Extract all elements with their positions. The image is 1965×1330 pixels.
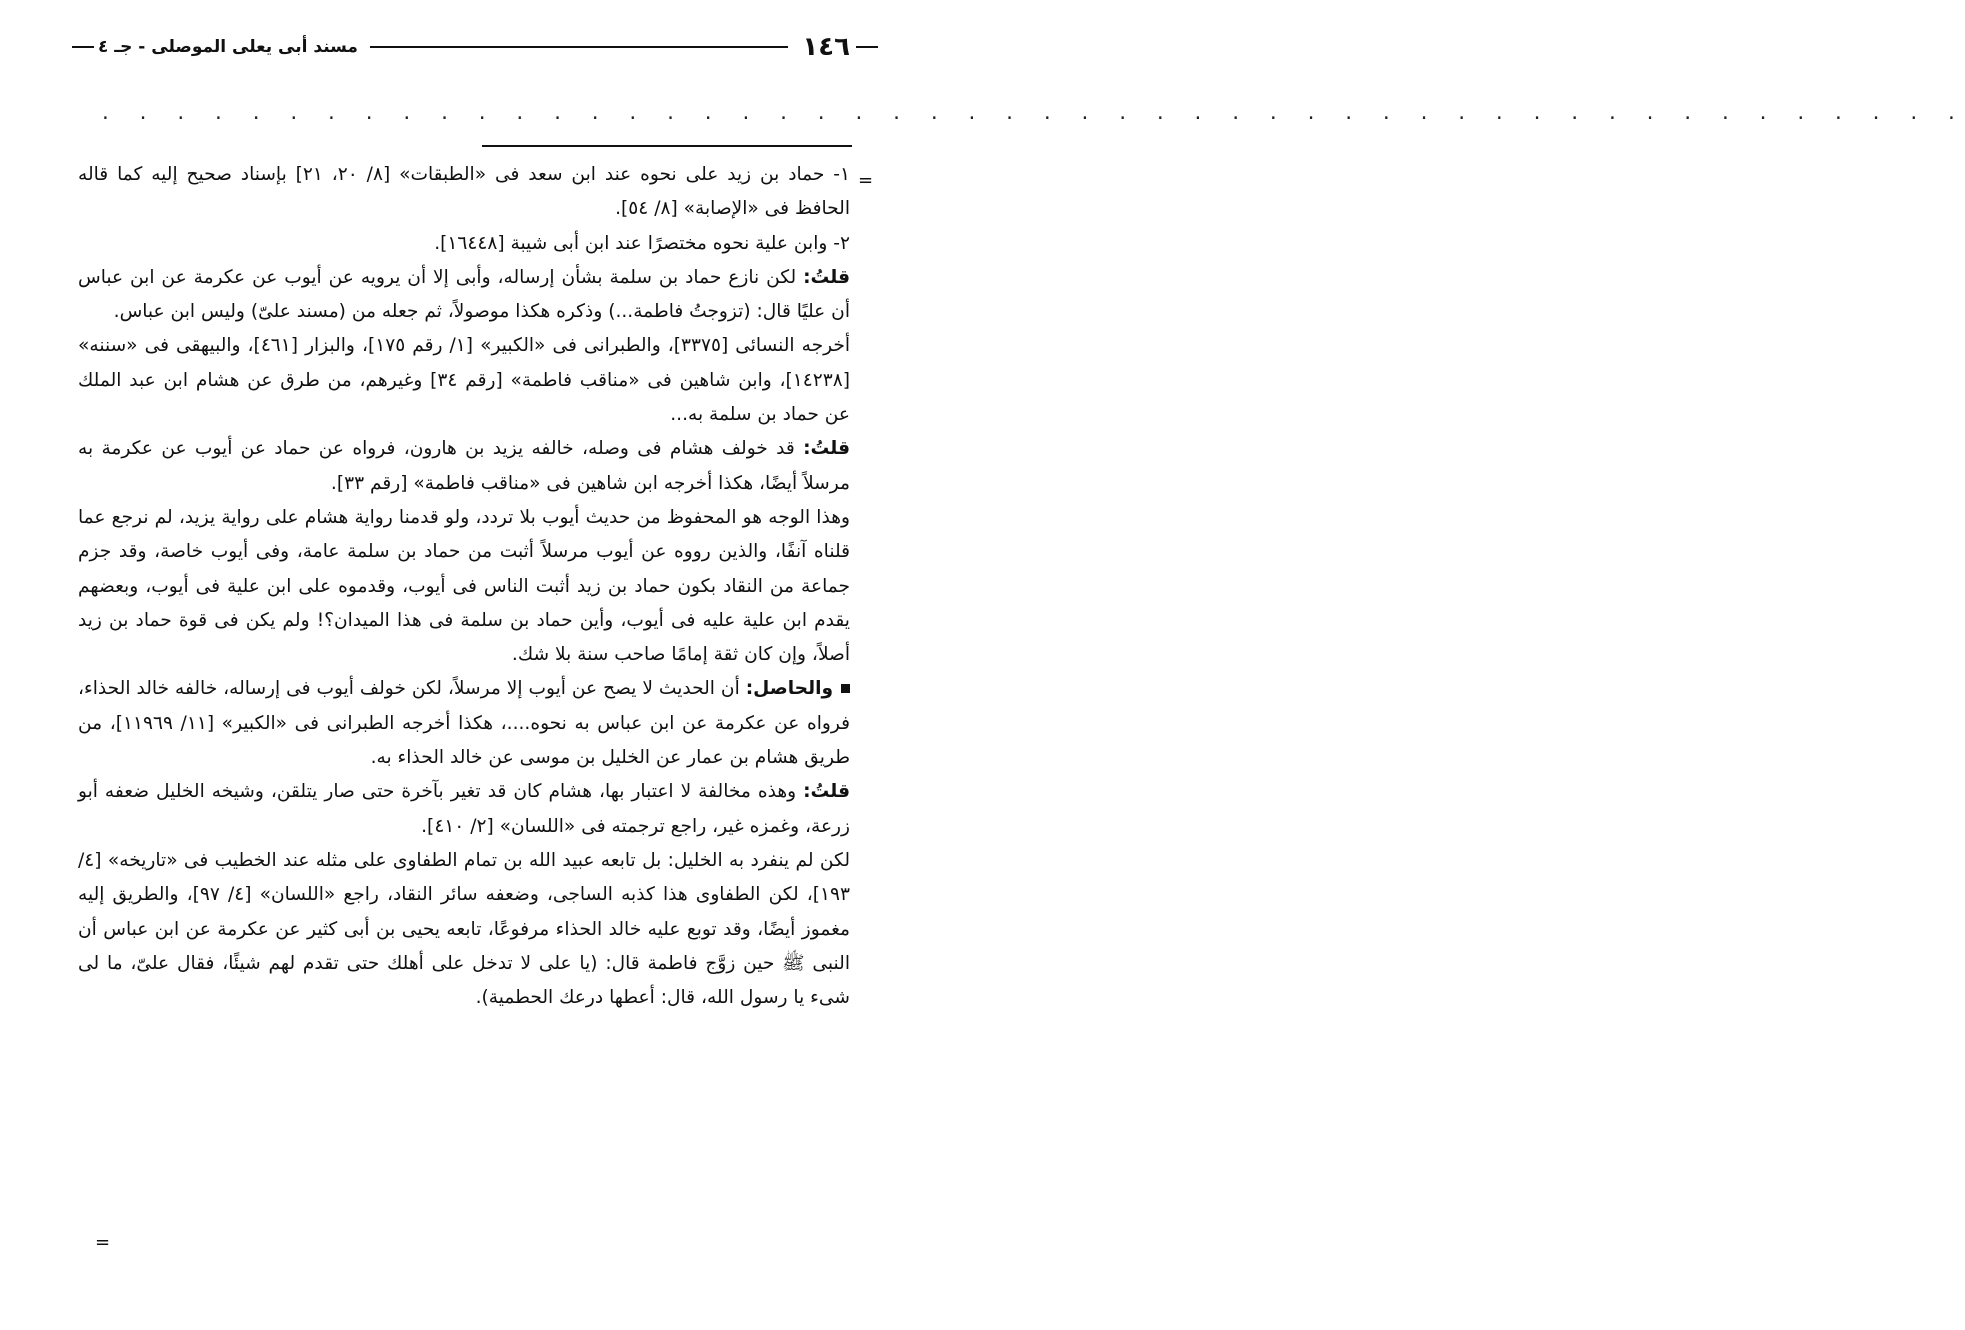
header-dash: [856, 46, 878, 48]
paragraph: أخرجه النسائى [٣٣٧٥]، والطبرانى فى «الكبير» [١/ رقم ١٧٥]، والبزار [٤٦١]، والبيهقى فى «سننه» [١٤٢٣٨]، وابن شاهين فى «مناقب فاطمة» [رقم ٣٤] وغيرهم، من طرق عن هشام ابن عبد الملك عن حماد بن سلمة به...: [78, 335, 851, 426]
book-title: مسند أبى يعلى الموصلى - جـ ٤: [98, 37, 358, 57]
paragraph-lead: قلتُ:: [803, 438, 850, 460]
page-number: ١٤٦: [802, 32, 850, 62]
footnote-body: [78, 158, 850, 1015]
paragraph: لكن لم ينفرد به الخليل: بل تابعه عبيد الله بن تمام الطفاوى على مثله عند الخطيب فى «تاريخه» [٤/ ١٩٣]، لكن الطفاوى هذا كذبه الساجى، وضعفه سائر النقاد، راجع «اللسان» [٤/ ٩٧]، والطريق إليه مغموز أيضًا، وقد توبع عليه خالد الحذاء مرفوعًا، تابعه يحيى بن أبى كثير عن عكرمة عن ابن عباس أن النبى ﷺ حين زوَّج فاطمة قال: (يا على لا تدخل على أهلك حتى تقدم لهم شيئًا، فقال علىّ، ما لى شىء يا رسول الله، قال: أعطها درعك الحطمية).: [78, 849, 850, 1009]
continuation-mark-start: =: [858, 170, 874, 191]
paragraph: قلتُ: وهذه مخالفة لا اعتبار بها، هشام كان قد تغير بآخرة حتى صار يتلقن، وشيخه الخليل ضعفه أبو زرعة، وغمزه غير، راجع ترجمته فى «اللسان» [٢/ ٤١٠].: [78, 781, 850, 837]
paragraph: قلتُ: لكن نازع حماد بن سلمة بشأن إرساله، وأبى إلا أن يرويه عن أيوب عن عكرمة عن ابن عباس أن عليًا قال: (تزوجتُ فاطمة...) وذكره هكذا موصولاً، ثم جعله من (مسند علىّ) وليس ابن عباس.: [78, 266, 850, 323]
paragraph: وهذا الوجه هو المحفوظ من حديث أيوب بلا تردد، ولو قدمنا رواية هشام على رواية يزيد، لم نرجع عما قلناه آنفًا، والذين رووه عن أيوب مرسلاً أثبت من حماد بن سلمة عامة، وفى أيوب خاصة، وقد جزم جماعة من النقاد بكون حماد بن زيد أثبت الناس فى أيوب، وقدموه على ابن علية فى أيوب، وبعضهم يقدم ابن علية عليه فى أيوب، وأين حماد بن سلمة فى هذا الميدان؟! ولم يكن فى قوة حماد بن زيد أصلاً، وإن كان ثقة إمامًا صاحب سنة بلا شك.: [78, 506, 850, 666]
paragraph: ١- حماد بن زيد على نحوه عند ابن سعد فى «الطبقات» [٨/ ٢٠، ٢١] بإسناد صحيح إليه كما قاله الحافظ فى «الإصابة» [٨/ ٥٤].: [78, 164, 850, 220]
paragraph-lead: قلتُ:: [803, 781, 850, 803]
square-bullet-icon: [841, 684, 850, 693]
paragraph: ٢- وابن علية نحوه مختصرًا عند ابن أبى شيبة [١٦٤٤٨].: [434, 232, 850, 254]
paragraph-lead: والحاصل:: [745, 678, 833, 700]
header-dash: [72, 46, 94, 48]
dotted-separator: . . . . . . . . . . . . . . . . . . . . . . . . . . . . . . . . . . . . . . . . . . . . . . . . . .: [100, 103, 1965, 124]
running-header: [72, 30, 878, 64]
paragraph: قلتُ: قد خولف هشام فى وصله، خالفه يزيد بن هارون، فرواه عن حماد عن أيوب عن عكرمة به مرسلاً أيضًا، هكذا أخرجه ابن شاهين فى «مناقب فاطمة» [رقم ٣٣].: [78, 438, 850, 494]
header-rule: [370, 46, 788, 48]
footnote-rule: [482, 145, 852, 147]
paragraph: والحاصل: أن الحديث لا يصح عن أيوب إلا مرسلاً، لكن خولف أيوب فى إرساله، خالفه خالد الحذاء، فرواه عن عكرمة عن ابن عباس به نحوه....، هكذا أخرجه الطبرانى فى «الكبير» [١١/ ١١٩٦٩]، من طريق هشام بن عمار عن الخليل بن موسى عن خالد الحذاء به.: [78, 678, 850, 769]
continuation-mark-end: =: [95, 1232, 111, 1253]
paragraph-lead: قلتُ:: [803, 266, 850, 288]
